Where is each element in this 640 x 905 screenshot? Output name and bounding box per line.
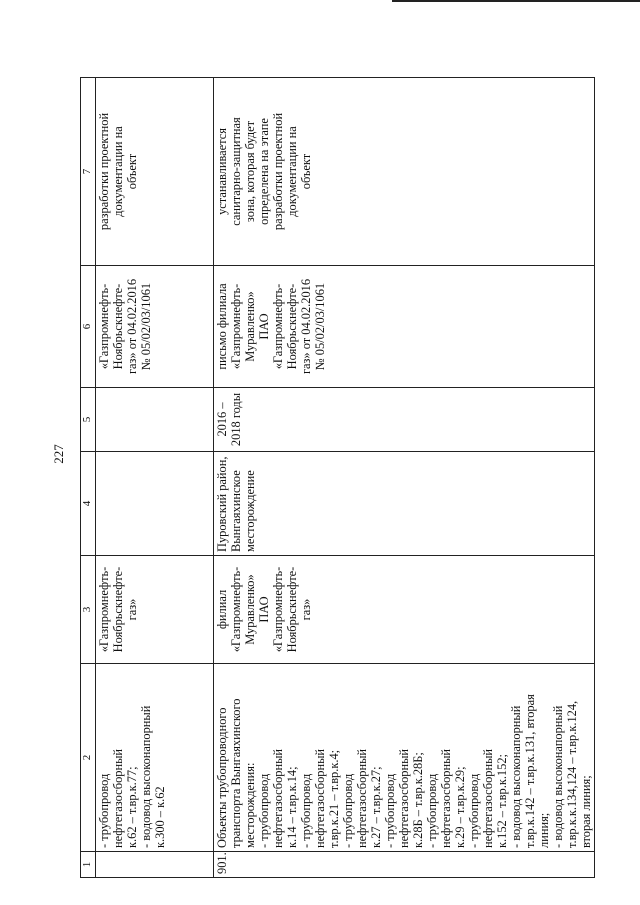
- header-cell: 3: [81, 556, 96, 664]
- header-cell: 6: [81, 266, 96, 388]
- table-row: [214, 78, 595, 878]
- table-row: [96, 78, 214, 878]
- object-description: Объекты трубопроводного транспорта Вынгаяхинского месторождения: - трубопровод нефтегазосборный к.14 – т.вр.к.14; - трубопровод нефтегазосборный т.вр.к.21 – т.вр.к.4; - трубопровод нефтегазосборный к.27 – т.вр.к.27; - трубопровод нефтегазосборный к.28Б – т.вр.к.28Б; - трубопровод нефтегазосборный к.29 – т.вр.к.29; - трубопровод нефтегазосборный к.152 – т.вр.к.152; - водовод высоконапорный т.вр.к.142 – т.вр.к.131, вторая линия; - водовод высоконапорный т.вр.к.к.134,124 – т.вр.к.124, вторая линия;: [214, 664, 595, 852]
- header-cell: 4: [81, 452, 96, 556]
- top-rule: [392, 0, 640, 2]
- header-cell: 2: [81, 664, 96, 852]
- organization: «Газпромнефть- Ноябрьскнефте- газ»: [96, 556, 214, 664]
- header-cell: 1: [81, 852, 96, 878]
- data-table: [80, 77, 595, 878]
- location: Пуровский район, Вынгаяхинское месторождение: [214, 452, 595, 556]
- header-cell: 5: [81, 388, 96, 452]
- organization: филиал «Газпромнефть- Муравленко» ПАО «Газпромнефть- Ноябрьскнефте- газ»: [214, 556, 595, 664]
- row-number: 901.: [214, 852, 595, 878]
- period: 2016 – 2018 годы: [214, 388, 595, 452]
- header-row: [81, 78, 96, 878]
- basis-document: письмо филиала «Газпромнефть- Муравленко» ПАО «Газпромнефть- Ноябрьскнефте- газ» от 04.02.2016 № 05/02/03/1061: [214, 266, 595, 388]
- rotated-table-container: [80, 78, 593, 878]
- note: разработки проектной документации на объект: [96, 78, 214, 266]
- period: [96, 388, 214, 452]
- row-number: [96, 852, 214, 878]
- location: [96, 452, 214, 556]
- page-number: 227: [51, 444, 66, 464]
- basis-document: «Газпромнефть- Ноябрьскнефте- газ» от 04.02.2016 № 05/02/03/1061: [96, 266, 214, 388]
- note: устанавливается санитарно-защитная зона, которая будет определена на этапе разработки проектной документации на объект: [214, 78, 595, 266]
- object-description: - трубопровод нефтегазосборный к.62 – т.вр.к.77; - водовод высоконапорный к.300 – к.62: [96, 664, 214, 852]
- header-cell: 7: [81, 78, 96, 266]
